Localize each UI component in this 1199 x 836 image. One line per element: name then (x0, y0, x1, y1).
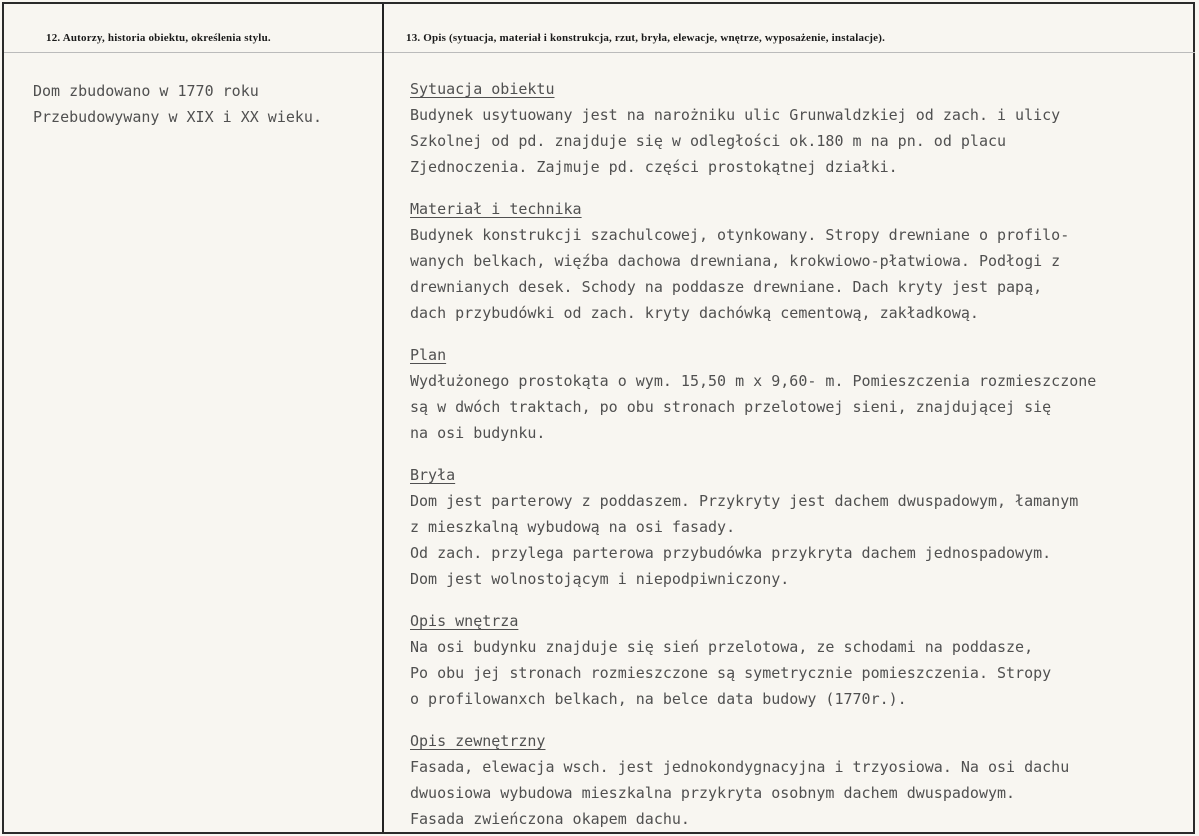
section-line: Na osi budynku znajduje się sień przelotowa, ze schodami na poddasze, (410, 638, 1034, 656)
left-column (4, 4, 382, 832)
section-line: drewnianych desek. Schody na poddasze drewniane. Dach kryty jest papą, (410, 278, 1043, 296)
section-title: Sytuacja obiektu (410, 80, 555, 98)
section-title: Materiał i technika (410, 200, 582, 218)
description-sections (410, 76, 1096, 832)
right-heading-rule (384, 52, 1195, 53)
section-line: Szkolnej od pd. znajduje się w odległości ok.180 m na pn. od placu (410, 132, 1007, 150)
section-line: Budynek usytuowany jest na narożniku ulic Grunwaldzkiej od zach. i ulicy (410, 106, 1061, 124)
section-line: o profilowanxch belkach, na belce data budowy (1770r.). (410, 690, 907, 708)
section-title: Opis wnętrza (410, 612, 519, 630)
section-line: Wydłużonego prostokąta o wym. 15,50 m x 9,60- m. Pomieszczenia rozmieszczone (410, 372, 1097, 390)
section-title: Bryła (410, 466, 456, 484)
section (410, 728, 1096, 832)
section-line: wanych belkach, więźba dachowa drewniana, krokwiowo-płatwiowa. Podłogi z (410, 252, 1061, 270)
section (410, 76, 1096, 180)
section-line: Dom jest wolnostojącym i niepodpiwniczony. (410, 570, 790, 588)
section-line: są w dwóch traktach, po obu stronach przelotowej sieni, znajdującej się (410, 398, 1052, 416)
section-line: Od zach. przylega parterowa przybudówka przykryta dachem jednospadowym. (410, 544, 1052, 562)
left-heading-rule (4, 52, 382, 53)
section-line: z mieszkalną wybudową na osi fasady. (410, 518, 736, 536)
section-line: Zjednoczenia. Zajmuje pd. części prostokątnej działki. (410, 158, 898, 176)
section-line: Dom jest parterowy z poddaszem. Przykryty jest dachem dwuspadowym, łamanym (410, 492, 1079, 510)
section-title: Plan (410, 346, 447, 364)
history-text (33, 78, 322, 130)
section (410, 196, 1096, 326)
section-line: dach przybudówki od zach. kryty dachówką cementową, zakładkową. (410, 304, 979, 322)
section-line: Budynek konstrukcji szachulcowej, otynkowany. Stropy drewniane o profilo- (410, 226, 1070, 244)
section (410, 342, 1096, 446)
section-line: Fasada zwieńczona okapem dachu. (410, 810, 690, 828)
section (410, 462, 1096, 592)
history-line: Dom zbudowano w 1770 roku (33, 82, 259, 100)
section-line: na osi budynku. (410, 424, 546, 442)
left-heading: 12. Autorzy, historia obiektu, określenia stylu. (46, 32, 271, 44)
history-line: Przebudowywany w XIX i XX wieku. (33, 108, 322, 126)
section-line: Fasada, elewacja wsch. jest jednokondygnacyjna i trzyosiowa. Na osi dachu (410, 758, 1070, 776)
right-column (384, 4, 1195, 832)
section-line: Po obu jej stronach rozmieszczone są symetrycznie pomieszczenia. Stropy (410, 664, 1052, 682)
section-line: dwuosiowa wybudowa mieszkalna przykryta osobnym dachem dwuspadowym. (410, 784, 1016, 802)
right-heading: 13. Opis (sytuacja, materiał i konstrukcja, rzut, bryła, elewacje, wnętrze, wyposażenie, instalacje). (406, 32, 886, 44)
section (410, 608, 1096, 712)
section-title: Opis zewnętrzny (410, 732, 546, 750)
